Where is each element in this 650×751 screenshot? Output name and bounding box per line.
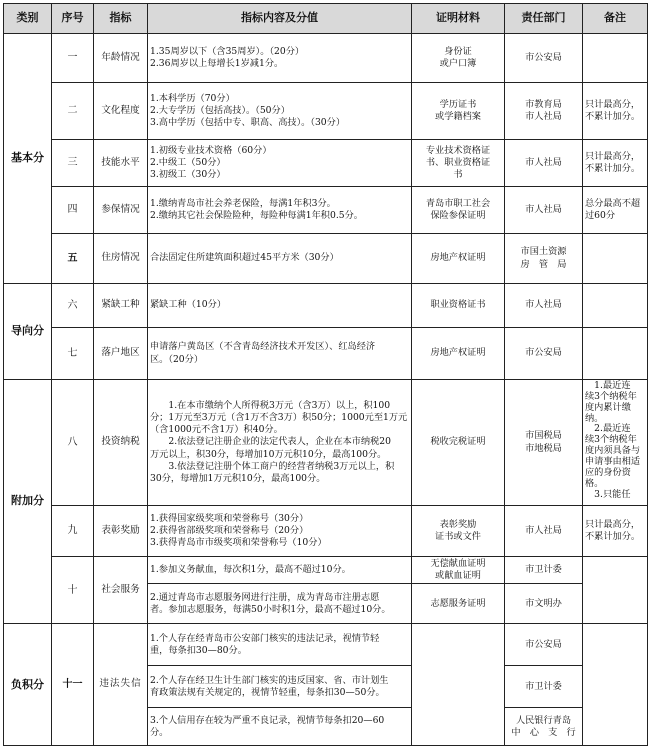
cell-line: 1.获得国家级奖项和荣誉称号（30分） [150,512,309,524]
cell-line: 1.本科学历（70分） [150,92,235,104]
header-content: 指标内容及分值 [148,4,412,34]
row-number: 六 [52,284,94,328]
cell-line: 不累计加分。 [585,163,641,174]
row-indicator: 参保情况 [94,187,148,234]
row-number: 十一 [52,624,94,746]
cell-line: 2.个人存在经卫生计生部门核实的违反国家、省、市计划生 [150,674,389,686]
cell-line: 税收完税证明 [430,436,486,448]
cell-line: 市公安局 [525,347,562,359]
cell-line: 书 [453,169,463,181]
row-number: 五 [52,234,94,284]
table-row [4,83,648,140]
row-material [412,584,505,624]
row-department [505,140,583,187]
row-department [505,284,583,328]
row-content [148,34,412,83]
table-row [4,34,648,83]
cell-line: 只计最高分， [585,518,641,530]
row-indicator: 技能水平 [94,140,148,187]
row-material [412,83,505,140]
row-department [505,708,583,746]
row-material [412,380,505,506]
table-row [4,187,648,234]
cell-line: 市人社局 [525,524,562,536]
cell-line: 市人社局 [525,111,562,122]
row-material [412,328,505,380]
row-material [412,557,505,584]
row-indicator: 紧缺工种 [94,284,148,328]
cell-line: 市人社局 [525,203,562,215]
cell-line: 房地产权证明 [430,347,486,359]
cell-line: 总分最高不超 [585,197,641,209]
cell-line: 3.依法登记注册个体工商户的经营者纳税3万元以上，积 [150,460,395,472]
cell-line: 应的身份资 [585,466,631,478]
cell-line: 专业技术资格证 [425,144,491,156]
row-indicator: 落户地区 [94,328,148,380]
row-content [148,140,412,187]
cell-line: 2.依法登记注册企业的法定代表人，企业在本市纳税20 [150,436,391,448]
cell-line: 1.缴纳青岛市社会养老保险，每满1年积3分。 [150,197,336,209]
cell-line: 只计最高分， [585,98,641,110]
row-indicator: 年龄情况 [94,34,148,83]
row-content [148,708,412,746]
row-material [412,187,505,234]
row-content [148,666,412,708]
row-number: 九 [52,506,94,557]
cell-line: 职业资格证书 [430,299,486,311]
row-note [583,328,648,380]
cell-line: 续3个纳税年 [585,434,637,446]
cell-line: 市人社局 [525,299,562,311]
cell-line: 过60分 [585,210,616,221]
cell-line: 只计最高分， [585,150,641,162]
cell-line: 市文明办 [525,597,562,609]
cell-line: 3.高中学历（包括中专、职高、高技）。（30分） [150,117,346,129]
row-content [148,380,412,506]
cell-line: 不累计加分。 [585,111,641,122]
table-row [4,380,648,506]
table-row [4,506,648,557]
row-number: 八 [52,380,94,506]
row-indicator: 投资纳税 [94,380,148,506]
row-material [412,140,505,187]
cell-line: 分。 [150,726,169,738]
cell-line: 市国税局 [525,430,562,442]
cell-line: 2.36周岁以上每增长1岁减1分。 [150,58,284,69]
row-indicator: 违法失信 [94,624,148,746]
row-content [148,506,412,557]
header-indicator: 指标 [94,4,148,34]
cell-line: 续3个纳税年 [585,390,637,402]
cell-line: 保险参保证明 [430,210,486,221]
header-number: 序号 [52,4,94,34]
row-material [412,284,505,328]
row-department [505,328,583,380]
row-indicator: 表彰奖励 [94,506,148,557]
cell-line: 2.获得省部级奖项和荣誉称号（20分） [150,524,309,536]
cell-line: 3.初级工（30分） [150,169,226,181]
row-content [148,328,412,380]
cell-line: 身份证 [444,45,472,57]
row-number: 三 [52,140,94,187]
cell-line: 度内累计缴 [585,401,631,413]
row-number: 一 [52,34,94,83]
cell-line: 30分，每增加1万元积10分，最高100分。 [150,472,326,484]
cell-line: 3.个人信用存在较为严重不良记录，视情节每条扣20—60 [150,714,385,726]
row-note [583,234,648,284]
row-note [583,557,648,624]
table-row [4,557,648,584]
table-row [4,328,648,380]
cell-line: 表彰奖励 [439,518,477,530]
cell-line: 1.在本市缴纳个人所得税3万元（含3万）以上，积100 [150,400,391,411]
table-row [4,140,648,187]
row-material [412,34,505,83]
row-content [148,83,412,140]
row-note [583,187,648,234]
row-department [505,83,583,140]
cell-line: 市卫计委 [525,680,562,692]
category-guide: 导向分 [4,284,52,380]
header-material: 证明材料 [412,4,505,34]
row-department [505,187,583,234]
cell-line: 市公安局 [525,51,562,63]
cell-line: 或学籍档案 [435,111,481,122]
cell-line: 者。参加志愿服务，每满50小时积1分，最高不超过10分。 [150,603,391,615]
cell-line: 2.通过青岛市志愿服务网进行注册，成为青岛市注册志愿 [150,591,380,603]
row-note [583,34,648,83]
table-row [4,234,648,284]
table-row [4,624,648,666]
cell-line: 1.35周岁以下（含35周岁）。（20分） [150,45,305,57]
row-department [505,666,583,708]
cell-line: 房地产权证明 [430,252,486,264]
header-department: 责任部门 [505,4,583,34]
row-note [583,380,648,506]
row-content [148,234,412,284]
row-material [412,506,505,557]
cell-line: 市人社局 [525,156,562,168]
row-content [148,187,412,234]
row-note [583,284,648,328]
cell-line: 书、职业资格证 [425,156,491,168]
row-department [505,380,583,506]
row-number: 二 [52,83,94,140]
row-note [583,506,648,557]
row-note [583,83,648,140]
cell-line: 无偿献血证明 [430,558,486,569]
cell-line: 2.大专学历（包括高技）。（50分） [150,104,290,116]
row-content [148,557,412,584]
row-note [583,140,648,187]
row-material [412,624,505,746]
header-category: 类别 [4,4,52,34]
row-indicator: 社会服务 [94,557,148,624]
cell-line: 1.最近连 [585,380,631,391]
category-penalty: 负积分 [4,624,52,746]
cell-line: 房 管 局 [520,258,567,270]
cell-line: 学历证书 [439,98,477,110]
row-department [505,584,583,624]
cell-line: 紧缺工种（10分） [150,299,227,311]
cell-line: 或户口簿 [439,58,477,69]
cell-line: 3.只能任 [585,488,631,500]
cell-line: 证书或文件 [435,531,481,542]
cell-line: 2.中级工（50分） [150,156,226,168]
row-department [505,34,583,83]
row-content [148,584,412,624]
cell-line: 人民银行青岛 [515,714,572,726]
cell-line: 市教育局 [525,98,562,110]
cell-line: 1.参加义务献血，每次积1分，最高不超过10分。 [150,564,351,576]
cell-line: 或献血证明 [435,570,481,582]
row-number: 七 [52,328,94,380]
row-indicator: 文化程度 [94,83,148,140]
row-department [505,506,583,557]
cell-line: 申请落户黄岛区（不含青岛经济技术开发区）、红岛经济 [150,341,376,353]
row-material [412,234,505,284]
cell-line: 市公安局 [525,638,562,650]
cell-line: 格。 [585,477,604,489]
cell-line: 申请事由相适 [585,456,641,468]
row-number: 十 [52,557,94,624]
cell-line: 纳。 [585,412,604,424]
cell-line: 市地税局 [525,442,562,454]
row-content [148,624,412,666]
cell-line: 志愿服务证明 [430,597,486,609]
cell-line: 中 心 支 行 [511,726,576,738]
points-table [3,3,648,746]
cell-line: 重，每条扣30—80分。 [150,644,247,656]
row-number: 四 [52,187,94,234]
row-indicator: 住房情况 [94,234,148,284]
header-note: 备注 [583,4,648,34]
header-row [4,4,648,34]
cell-line: 1.初级专业技术资格（60分） [150,144,272,156]
row-note [583,624,648,746]
cell-line: 万元以上，积30分，每增加10万元积10分，最高100分。 [150,448,387,460]
cell-line: 市卫计委 [525,564,562,576]
row-department [505,557,583,584]
cell-line: 合法固定住所建筑面积超过45平方米（30分） [150,252,339,264]
cell-line: 不累计加分。 [585,531,641,542]
cell-line: 1.个人存在经青岛市公安部门核实的违法记录，视情节轻 [150,632,380,644]
cell-line: 2.缴纳其它社会保险险种，每险种每满1年积0.5分。 [150,210,363,221]
cell-line: 3.获得青岛市市级奖项和荣誉称号（10分） [150,537,327,549]
cell-line: 市国土资源 [520,246,567,258]
row-department [505,624,583,666]
cell-line: 区。（20分） [150,353,204,365]
cell-line: 度内须具备与 [585,445,641,457]
cell-line: （含1000元不含1万）积40分。 [150,424,283,436]
cell-line: 青岛市职工社会 [425,197,491,209]
row-department [505,234,583,284]
cell-line: 分；1万元至3万元（含1万不含3万）积50分；1000元至1万元 [150,412,408,424]
category-basic: 基本分 [4,34,52,284]
table-row [4,284,648,328]
row-content [148,284,412,328]
cell-line: 2.最近连 [585,423,631,435]
category-bonus: 附加分 [4,380,52,624]
cell-line: 育政策法规有关规定的，视情节轻重，每条扣30—50分。 [150,686,385,698]
